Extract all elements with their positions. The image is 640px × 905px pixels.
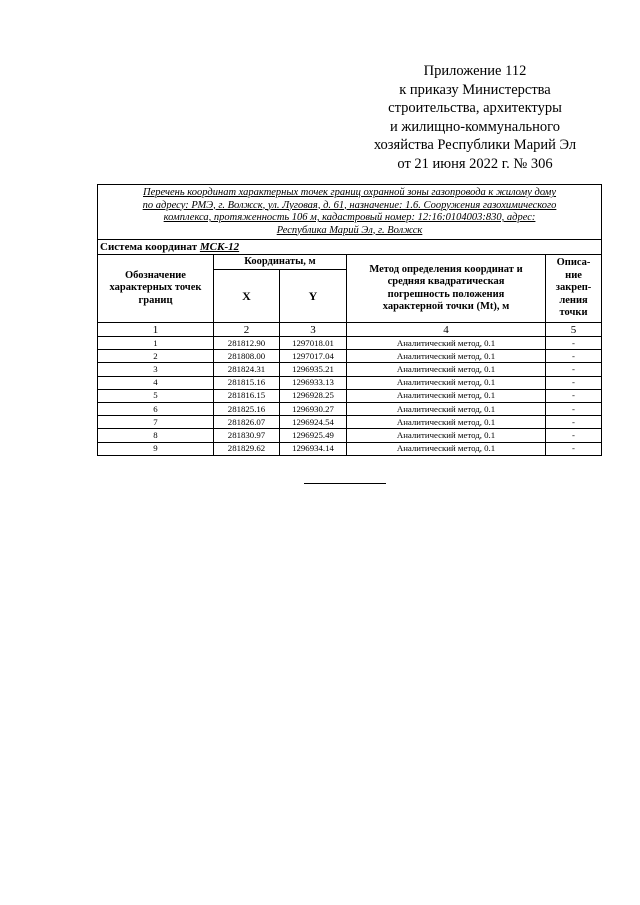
cell-method: Аналитический метод, 0.1 bbox=[347, 442, 546, 455]
header-description-line: Описа- bbox=[556, 257, 591, 269]
cell-x: 281816.15 bbox=[214, 389, 280, 402]
cell-y: 1297018.01 bbox=[280, 337, 347, 350]
header-description-line: ления bbox=[559, 294, 588, 306]
table-title bbox=[98, 185, 602, 240]
cell-x: 281815.16 bbox=[214, 376, 280, 389]
divider-line bbox=[304, 483, 386, 484]
header-point-line: границ bbox=[138, 294, 173, 306]
cell-x: 281812.90 bbox=[214, 337, 280, 350]
appendix-line: и жилищно-коммунального bbox=[389, 118, 561, 135]
cell-point: 7 bbox=[98, 416, 214, 429]
appendix-line: от 21 июня 2022 г. № 306 bbox=[397, 155, 553, 172]
appendix-line: к приказу Министерства bbox=[399, 81, 551, 98]
header-method bbox=[347, 255, 546, 323]
cell-description: - bbox=[546, 442, 602, 455]
table-row bbox=[98, 350, 602, 363]
header-description bbox=[546, 255, 602, 323]
column-number: 5 bbox=[546, 323, 602, 337]
appendix-line: строительства, архитектуры bbox=[388, 100, 562, 116]
cell-point: 6 bbox=[98, 402, 214, 415]
cell-description: - bbox=[546, 363, 602, 376]
cell-x: 281825.16 bbox=[214, 402, 280, 415]
cell-x: 281826.07 bbox=[214, 416, 280, 429]
cell-y: 1296930.27 bbox=[280, 402, 347, 415]
table-title-line: комплекса, протяженность 106 м, кадастровый номер: 12:16:0104003:830, адрес: bbox=[163, 212, 536, 223]
cell-method: Аналитический метод, 0.1 bbox=[347, 416, 546, 429]
cell-y: 1296933.13 bbox=[280, 376, 347, 389]
cell-x: 281830.97 bbox=[214, 429, 280, 442]
header-x: X bbox=[214, 270, 280, 323]
table-row bbox=[98, 363, 602, 376]
cell-point: 2 bbox=[98, 350, 214, 363]
cell-x: 281829.62 bbox=[214, 442, 280, 455]
header-description-line: ние bbox=[565, 269, 582, 281]
cell-point: 4 bbox=[98, 376, 214, 389]
cell-description: - bbox=[546, 376, 602, 389]
cell-point: 1 bbox=[98, 337, 214, 350]
table-title-line: по адресу: РМЭ, г. Волжск, ул. Луговая, д. 61, назначение: 1.6. Сооружения газохимического bbox=[142, 199, 557, 211]
header-method-line: Метод определения координат и bbox=[369, 263, 523, 275]
cell-description: - bbox=[546, 337, 602, 350]
table-row bbox=[98, 429, 602, 442]
header-method-line: средняя квадратическая bbox=[387, 276, 505, 287]
column-number: 1 bbox=[98, 323, 214, 337]
header-y: Y bbox=[280, 270, 347, 323]
coordinate-system-label: Система координат bbox=[100, 241, 198, 253]
cell-method: Аналитический метод, 0.1 bbox=[347, 363, 546, 376]
cell-point: 5 bbox=[98, 389, 214, 402]
table-row bbox=[98, 389, 602, 402]
header-method-line: погрешность положения bbox=[387, 288, 505, 300]
cell-y: 1296928.25 bbox=[280, 389, 347, 402]
cell-point: 9 bbox=[98, 442, 214, 455]
coordinates-table bbox=[97, 184, 602, 456]
cell-method: Аналитический метод, 0.1 bbox=[347, 337, 546, 350]
cell-x: 281824.31 bbox=[214, 363, 280, 376]
cell-description: - bbox=[546, 389, 602, 402]
appendix-header bbox=[355, 62, 595, 173]
cell-description: - bbox=[546, 416, 602, 429]
cell-method: Аналитический метод, 0.1 bbox=[347, 350, 546, 363]
cell-y: 1296934.14 bbox=[280, 442, 347, 455]
header-description-line: точки bbox=[559, 307, 588, 319]
column-number: 2 bbox=[214, 323, 280, 337]
cell-description: - bbox=[546, 429, 602, 442]
cell-point: 3 bbox=[98, 363, 214, 376]
cell-method: Аналитический метод, 0.1 bbox=[347, 402, 546, 415]
column-number: 3 bbox=[280, 323, 347, 337]
header-method-line: характерной точки (Mt), м bbox=[382, 301, 510, 312]
cell-method: Аналитический метод, 0.1 bbox=[347, 376, 546, 389]
cell-y: 1296935.21 bbox=[280, 363, 347, 376]
table-title-line: Перечень координат характерных точек границ охранной зоны газопровода к жилому дому bbox=[143, 187, 557, 198]
header-point-line: Обозначение bbox=[125, 269, 186, 281]
appendix-line: хозяйства Республики Марий Эл bbox=[373, 137, 577, 153]
cell-x: 281808.00 bbox=[214, 350, 280, 363]
table-row bbox=[98, 402, 602, 415]
table-row bbox=[98, 442, 602, 455]
coordinate-system-name: МСК-12 bbox=[199, 241, 240, 253]
coordinate-system bbox=[98, 240, 602, 255]
header-point-line: характерных точек bbox=[109, 282, 202, 294]
table-title-line: Республика Марий Эл, г. Волжск bbox=[276, 224, 423, 236]
cell-method: Аналитический метод, 0.1 bbox=[347, 389, 546, 402]
cell-y: 1296925.49 bbox=[280, 429, 347, 442]
cell-description: - bbox=[546, 402, 602, 415]
header-coordinates: Координаты, м bbox=[214, 255, 347, 270]
header-description-line: закреп- bbox=[555, 282, 592, 294]
cell-method: Аналитический метод, 0.1 bbox=[347, 429, 546, 442]
column-number: 4 bbox=[347, 323, 546, 337]
cell-y: 1296924.54 bbox=[280, 416, 347, 429]
header-point bbox=[98, 255, 214, 323]
table-head bbox=[98, 185, 602, 337]
table-row bbox=[98, 337, 602, 350]
cell-y: 1297017.04 bbox=[280, 350, 347, 363]
table-body bbox=[98, 337, 602, 456]
table-row bbox=[98, 376, 602, 389]
table-row bbox=[98, 416, 602, 429]
cell-description: - bbox=[546, 350, 602, 363]
appendix-line: Приложение 112 bbox=[423, 63, 527, 79]
cell-point: 8 bbox=[98, 429, 214, 442]
